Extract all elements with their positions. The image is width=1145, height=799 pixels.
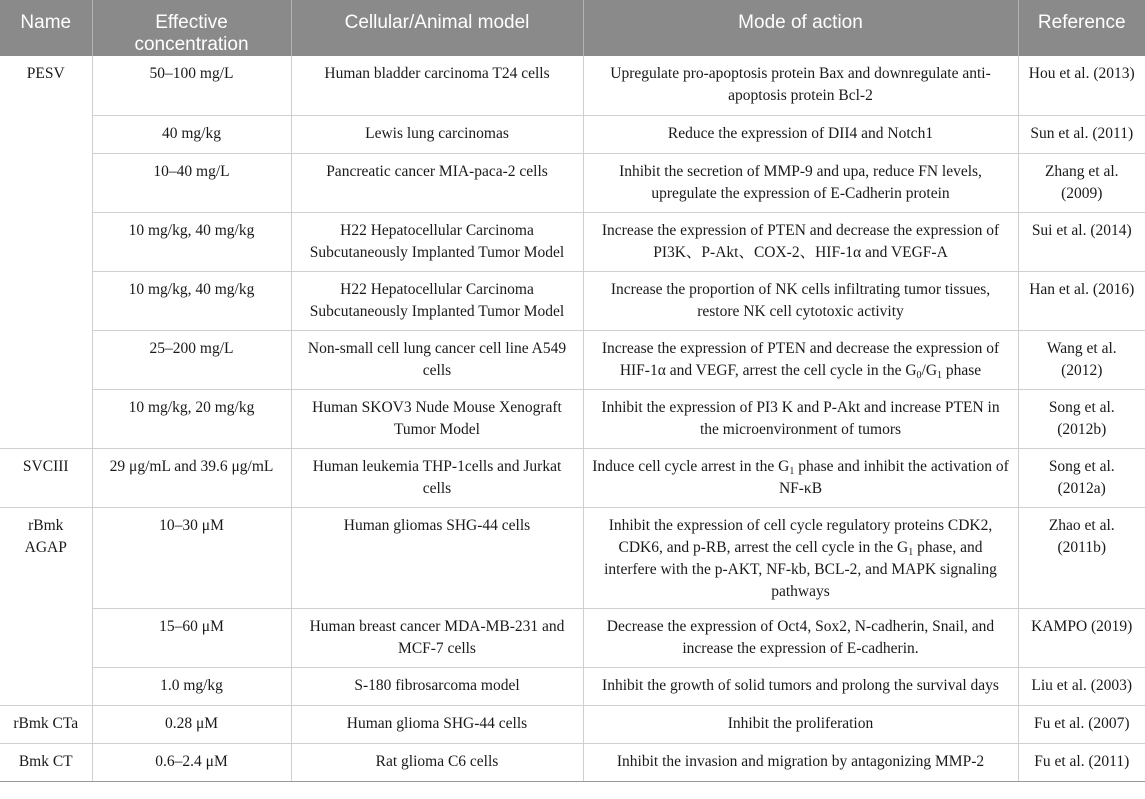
action-text: phase, and interfere with the p-AKT, NF-kb, BCL-2, and MAPK signaling pathways: [604, 538, 997, 600]
cell-model: Rat glioma C6 cells: [291, 743, 583, 781]
table-body: [0, 56, 1145, 781]
action-text: Inhibit the expression of cell cycle regulatory proteins CDK2, CDK6, and p-RB, arrest the cell cycle in the G: [608, 516, 993, 556]
cell-model: Human leukemia THP-1cells and Jurkat cells: [291, 448, 583, 507]
table-row: [0, 608, 1145, 667]
cell-mode-of-action: Inhibit the growth of solid tumors and prolong the survival days: [583, 667, 1018, 705]
table-row: [0, 115, 1145, 153]
cell-reference: Fu et al. (2011): [1018, 743, 1145, 781]
cell-model: Non-small cell lung cancer cell line A549 cells: [291, 330, 583, 389]
subscript-text: 0: [916, 369, 922, 381]
cell-reference: Song et al. (2012a): [1018, 448, 1145, 507]
cell-mode-of-action: Upregulate pro-apoptosis protein Bax and downregulate anti-apoptosis protein Bcl-2: [583, 56, 1018, 115]
cell-name: rBmk AGAP: [0, 507, 92, 705]
cell-model: Human SKOV3 Nude Mouse Xenograft Tumor Model: [291, 389, 583, 448]
cell-reference: Sui et al. (2014): [1018, 212, 1145, 271]
cell-mode-of-action: Increase the expression of PTEN and decrease the expression of PI3K、P-Akt、COX-2、HIF-1α and VEGF-A: [583, 212, 1018, 271]
cell-model: S-180 fibrosarcoma model: [291, 667, 583, 705]
subscript-text: 1: [937, 369, 943, 381]
action-text: phase and inhibit the activation of NF-κB: [778, 457, 1009, 497]
cell-reference: Hou et al. (2013): [1018, 56, 1145, 115]
header-effective-concentration: Effective concentration: [92, 0, 291, 56]
table-header: [0, 0, 1145, 56]
cell-reference: Liu et al. (2003): [1018, 667, 1145, 705]
cell-mode-of-action: Inhibit the invasion and migration by antagonizing MMP-2: [583, 743, 1018, 781]
subscript-text: 1: [789, 465, 795, 477]
cell-model: Pancreatic cancer MIA-paca-2 cells: [291, 153, 583, 212]
header-row: [0, 0, 1145, 56]
cell-mode-of-action: [583, 507, 1018, 608]
cell-effective-concentration: 40 mg/kg: [92, 115, 291, 153]
header-cellular-animal-model: Cellular/Animal model: [291, 0, 583, 56]
cell-mode-of-action: [583, 448, 1018, 507]
cell-effective-concentration: 25–200 mg/L: [92, 330, 291, 389]
table-row: [0, 743, 1145, 781]
cell-effective-concentration: 10 mg/kg, 40 mg/kg: [92, 271, 291, 330]
cell-reference: Sun et al. (2011): [1018, 115, 1145, 153]
cell-reference: Han et al. (2016): [1018, 271, 1145, 330]
cell-effective-concentration: 10–40 mg/L: [92, 153, 291, 212]
header-mode-of-action: Mode of action: [583, 0, 1018, 56]
cell-model: Human bladder carcinoma T24 cells: [291, 56, 583, 115]
action-text: Increase the expression of PTEN and decrease the expression of HIF-1α and VEGF, arrest the cell cycle in the G: [601, 339, 1000, 379]
cell-mode-of-action: Inhibit the expression of PI3 K and P-Akt and increase PTEN in the microenvironment of tumors: [583, 389, 1018, 448]
cell-name: rBmk CTa: [0, 705, 92, 743]
cell-model: Human glioma SHG-44 cells: [291, 705, 583, 743]
cell-effective-concentration: 50–100 mg/L: [92, 56, 291, 115]
cell-mode-of-action: Increase the proportion of NK cells infiltrating tumor tissues, restore NK cell cytotoxic activity: [583, 271, 1018, 330]
cell-name: Bmk CT: [0, 743, 92, 781]
cell-mode-of-action: Inhibit the proliferation: [583, 705, 1018, 743]
cell-name: PESV: [0, 56, 92, 448]
cell-effective-concentration: 10–30 μM: [92, 507, 291, 608]
cell-mode-of-action: Decrease the expression of Oct4, Sox2, N-cadherin, Snail, and increase the expression of E-cadherin.: [583, 608, 1018, 667]
table-row: [0, 153, 1145, 212]
header-name: Name: [0, 0, 92, 56]
cell-reference: KAMPO (2019): [1018, 608, 1145, 667]
action-text: phase: [942, 361, 982, 379]
cell-effective-concentration: 10 mg/kg, 20 mg/kg: [92, 389, 291, 448]
cell-model: H22 Hepatocellular Carcinoma Subcutaneously Implanted Tumor Model: [291, 271, 583, 330]
cell-model: Lewis lung carcinomas: [291, 115, 583, 153]
cell-effective-concentration: 0.6–2.4 μM: [92, 743, 291, 781]
cell-mode-of-action: Reduce the expression of DII4 and Notch1: [583, 115, 1018, 153]
table-row: [0, 330, 1145, 389]
cell-effective-concentration: 10 mg/kg, 40 mg/kg: [92, 212, 291, 271]
table-row: [0, 507, 1145, 608]
cell-reference: Zhao et al. (2011b): [1018, 507, 1145, 608]
cell-name: SVCIII: [0, 448, 92, 507]
cell-model: H22 Hepatocellular Carcinoma Subcutaneously Implanted Tumor Model: [291, 212, 583, 271]
cell-reference: Zhang et al. (2009): [1018, 153, 1145, 212]
cell-model: Human gliomas SHG-44 cells: [291, 507, 583, 608]
cell-model: Human breast cancer MDA-MB-231 and MCF-7 cells: [291, 608, 583, 667]
table-row: [0, 705, 1145, 743]
table-row: [0, 271, 1145, 330]
cell-reference: Fu et al. (2007): [1018, 705, 1145, 743]
cell-mode-of-action: Inhibit the secretion of MMP-9 and upa, reduce FN levels, upregulate the expression of E-Cadherin protein: [583, 153, 1018, 212]
header-reference: Reference: [1018, 0, 1145, 56]
table-row: [0, 667, 1145, 705]
table-row: [0, 389, 1145, 448]
table-row: [0, 212, 1145, 271]
cell-reference: Song et al. (2012b): [1018, 389, 1145, 448]
table-row: [0, 56, 1145, 115]
cell-effective-concentration: 0.28 μM: [92, 705, 291, 743]
cell-effective-concentration: 29 μg/mL and 39.6 μg/mL: [92, 448, 291, 507]
table-row: [0, 448, 1145, 507]
action-text: /G: [921, 361, 938, 379]
cell-effective-concentration: 1.0 mg/kg: [92, 667, 291, 705]
cell-mode-of-action: [583, 330, 1018, 389]
subscript-text: 1: [908, 546, 914, 558]
cell-effective-concentration: 15–60 μM: [92, 608, 291, 667]
cell-reference: Wang et al. (2012): [1018, 330, 1145, 389]
action-text: Induce cell cycle arrest in the G: [592, 457, 790, 475]
